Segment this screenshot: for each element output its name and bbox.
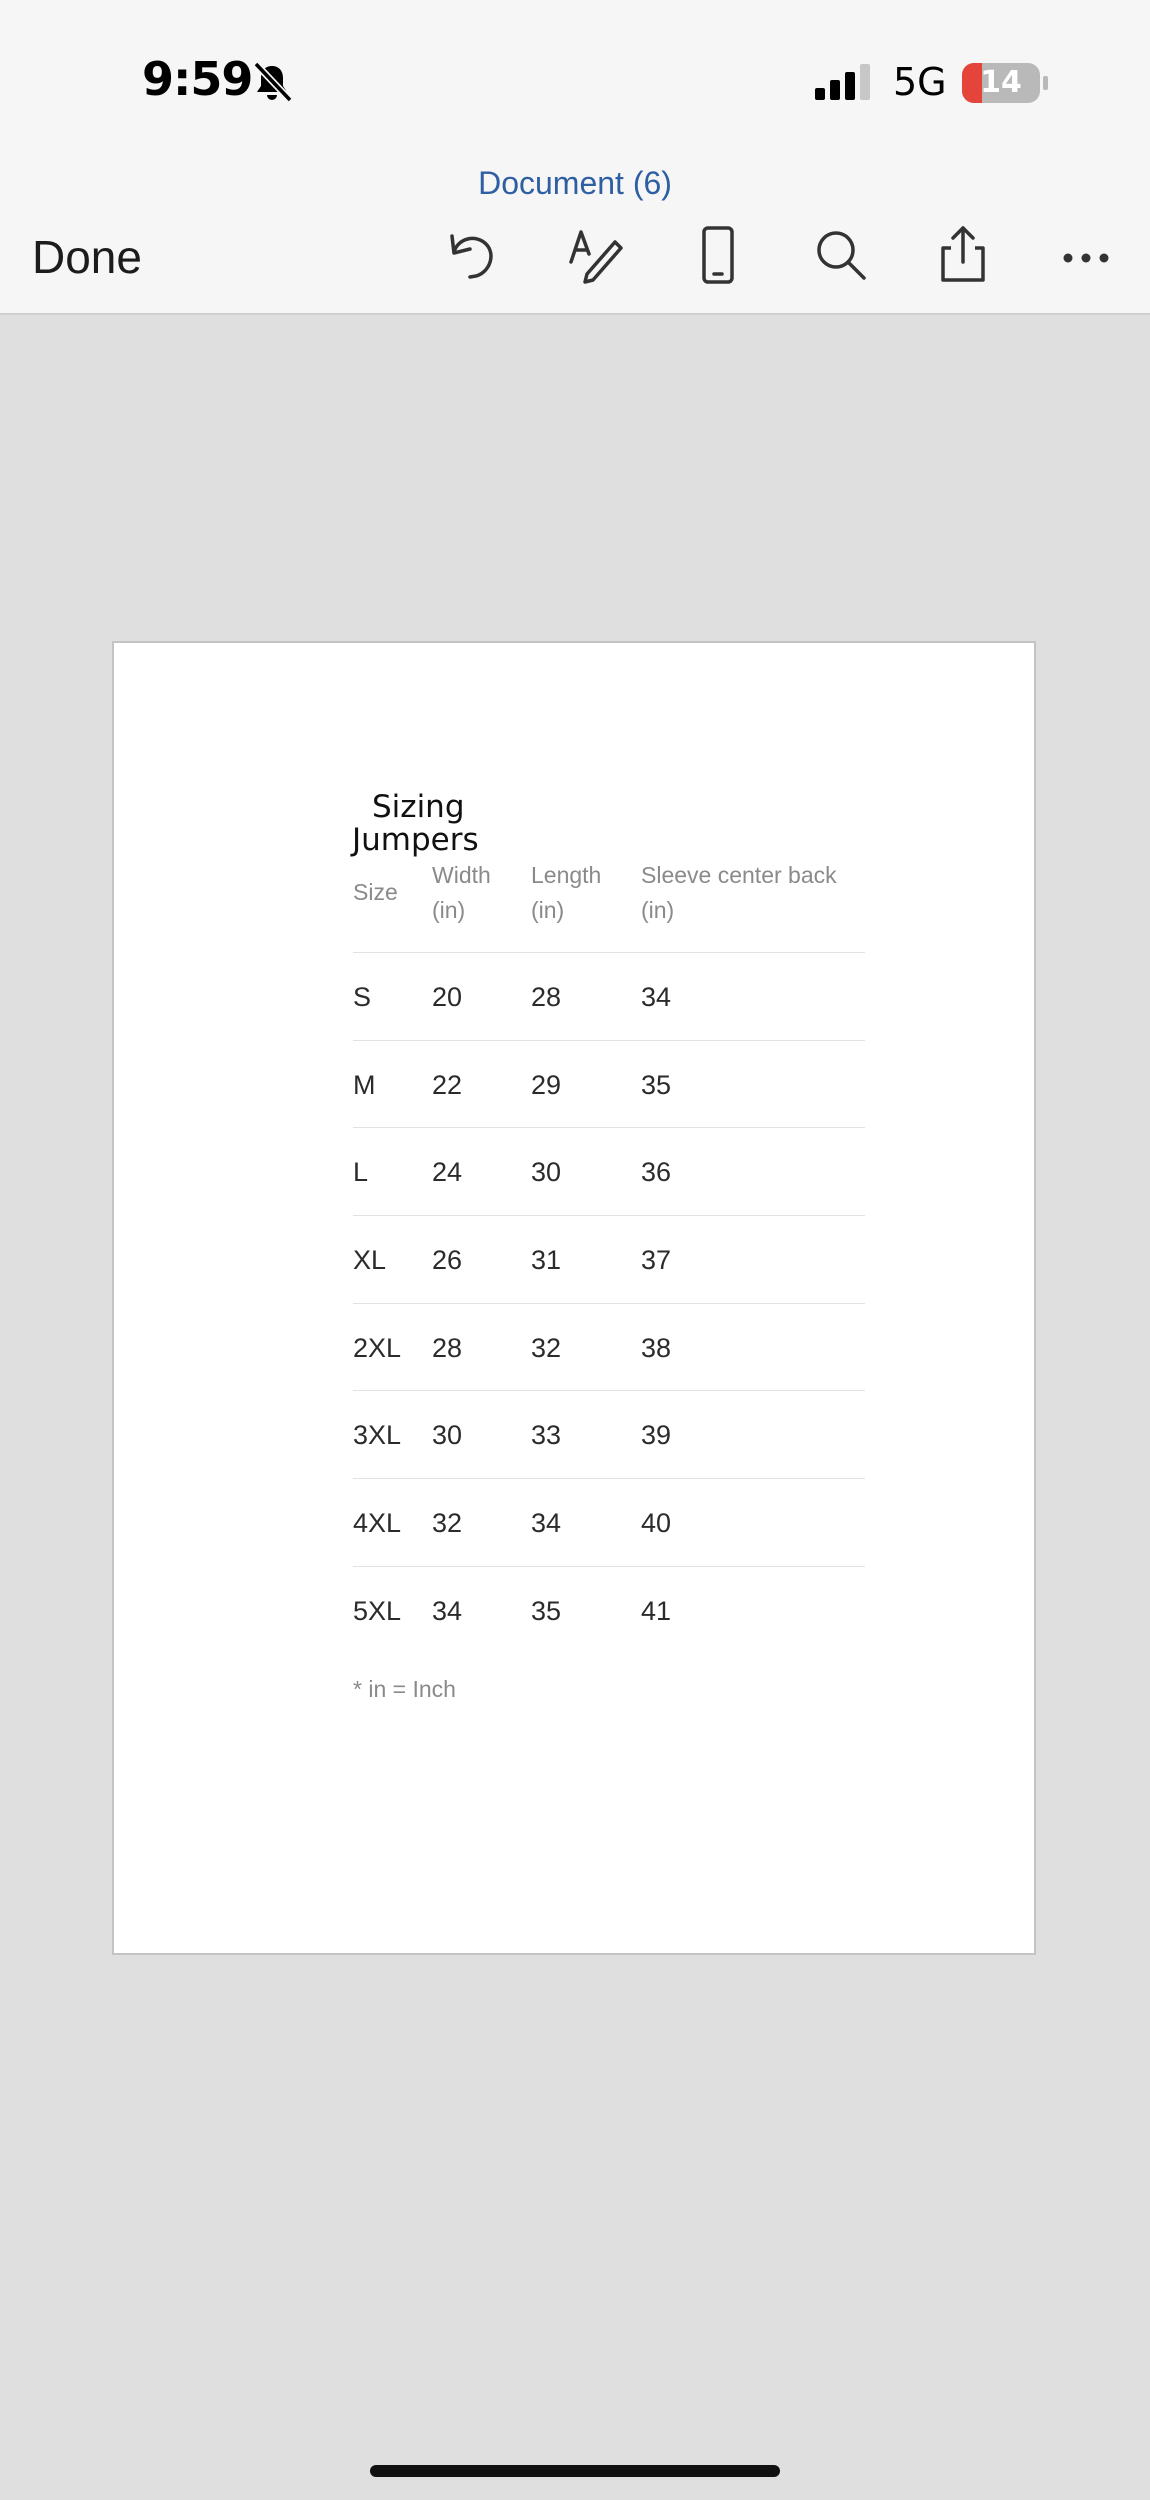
table-divider: [353, 1390, 865, 1391]
column-header-length: Length (in): [531, 862, 602, 923]
cell-length: 28: [531, 982, 562, 1012]
cell-sleeve: 34: [641, 982, 672, 1012]
column-header-sleeve: Sleeve center back (in): [641, 862, 837, 923]
title-line-2: Jumpers: [352, 822, 479, 858]
document-title[interactable]: Document (6): [478, 165, 672, 201]
undo-button[interactable]: [440, 222, 504, 286]
column-header-width: Width (in): [432, 862, 491, 923]
document-page: [112, 641, 1036, 1955]
sheet-title: [352, 791, 479, 857]
share-icon: [931, 222, 995, 286]
cell-size: L: [353, 1157, 369, 1187]
top-bar: [0, 0, 1150, 315]
mobile-view-button[interactable]: [686, 222, 750, 286]
cell-length: 32: [531, 1333, 562, 1363]
silent-bell-icon: [250, 60, 294, 104]
done-button[interactable]: Done: [32, 231, 142, 283]
share-button[interactable]: [931, 222, 995, 286]
cellular-signal-icon: [815, 62, 873, 102]
mobile-view-icon: [686, 222, 750, 286]
cell-width: 20: [432, 982, 463, 1012]
table-divider: [353, 1215, 865, 1216]
table-divider: [353, 1040, 865, 1041]
cell-width: 28: [432, 1333, 463, 1363]
cell-sleeve: 40: [641, 1508, 672, 1538]
undo-icon: [440, 222, 504, 286]
cell-sleeve: 35: [641, 1070, 672, 1100]
search-button[interactable]: [808, 222, 872, 286]
footnote: * in = Inch: [353, 1676, 456, 1702]
more-icon: [1054, 222, 1118, 286]
cell-width: 26: [432, 1245, 463, 1275]
cell-length: 33: [531, 1420, 562, 1450]
cell-size: 2XL: [353, 1333, 402, 1363]
cell-width: 22: [432, 1070, 463, 1100]
cell-size: 3XL: [353, 1420, 402, 1450]
cell-width: 24: [432, 1157, 463, 1187]
cell-length: 29: [531, 1070, 562, 1100]
cell-length: 31: [531, 1245, 562, 1275]
cell-size: 4XL: [353, 1508, 402, 1538]
cell-sleeve: 36: [641, 1157, 672, 1187]
cell-size: M: [353, 1070, 376, 1100]
cell-size: 5XL: [353, 1596, 402, 1626]
cell-sleeve: 37: [641, 1245, 672, 1275]
cell-sleeve: 38: [641, 1333, 672, 1363]
table-divider: [353, 1478, 865, 1479]
column-header-size: Size: [353, 879, 398, 905]
battery-level: 14: [980, 65, 1022, 100]
title-line-1: Sizing: [372, 789, 465, 825]
cell-size: XL: [353, 1245, 387, 1275]
table-divider: [353, 1303, 865, 1304]
table-divider: [353, 952, 865, 953]
home-indicator[interactable]: [370, 2465, 780, 2477]
status-time: 9:59: [142, 52, 253, 106]
cell-sleeve: 41: [641, 1596, 672, 1626]
cell-sleeve: 39: [641, 1420, 672, 1450]
draw-pen-icon: [563, 222, 627, 286]
cell-width: 30: [432, 1420, 463, 1450]
more-button[interactable]: [1054, 222, 1118, 286]
cell-width: 32: [432, 1508, 463, 1538]
search-icon: [808, 222, 872, 286]
cell-length: 30: [531, 1157, 562, 1187]
table-divider: [353, 1127, 865, 1128]
cell-length: 34: [531, 1508, 562, 1538]
draw-button[interactable]: [563, 222, 627, 286]
table-divider: [353, 1566, 865, 1567]
cell-size: S: [353, 982, 372, 1012]
cell-length: 35: [531, 1596, 562, 1626]
network-type: 5G: [893, 60, 947, 104]
cell-width: 34: [432, 1596, 463, 1626]
